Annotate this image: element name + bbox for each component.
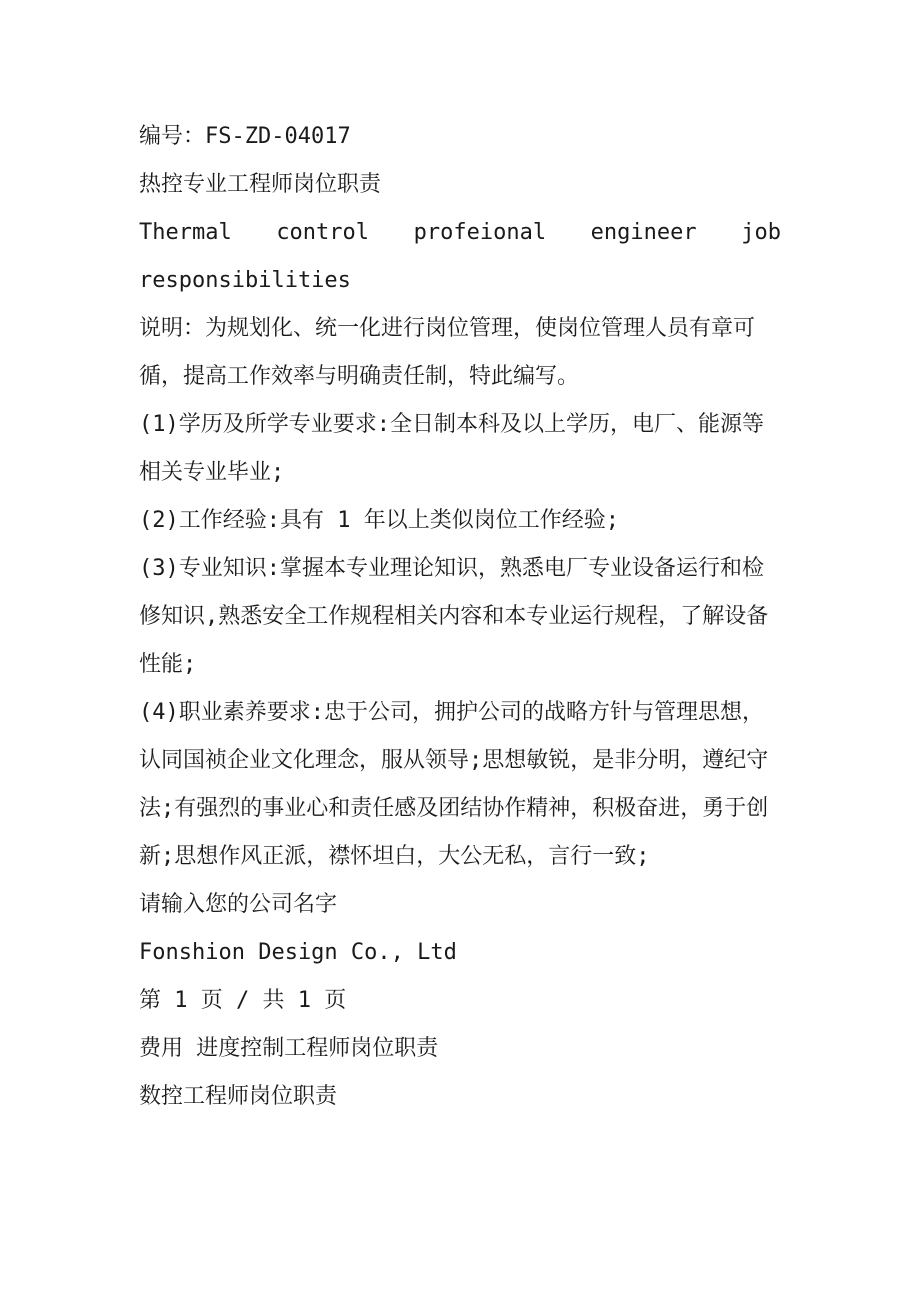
document-number: 编号：FS-ZD-04017 xyxy=(139,124,351,149)
title-en-word: profeional xyxy=(413,220,547,245)
document-description: 说明：为规划化、统一化进行岗位管理，使岗位管理人员有章可循，提高工作效率与明确责任制，特此编写。 xyxy=(139,316,756,389)
document-title-cn: 热控专业工程师岗位职责 xyxy=(139,172,382,197)
requirement-item: (3)专业知识:掌握本专业理论知识，熟悉电厂专业设备运行和检修知识,熟悉安全工作规程相关内容和本专业运行规程，了解设备性能; xyxy=(139,556,769,677)
page-info: 第 1 页 / 共 1 页 xyxy=(139,988,347,1013)
company-prompt: 请输入您的公司名字 xyxy=(139,892,338,917)
related-title: 数控工程师岗位职责 xyxy=(139,1084,338,1109)
document-body xyxy=(139,113,781,1121)
title-en-word: Thermal xyxy=(139,220,232,245)
requirement-item: (2)工作经验:具有 1 年以上类似岗位工作经验; xyxy=(139,508,619,533)
requirement-item: (4)职业素养要求:忠于公司，拥护公司的战略方针与管理思想，认同国祯企业文化理念，服从领导;思想敏锐，是非分明，遵纪守法;有强烈的事业心和责任感及团结协作精神，积极奋进，勇于创新;思想作风正派，襟怀坦白，大公无私，言行一致; xyxy=(139,700,769,869)
document-title-en-line2: responsibilities xyxy=(139,268,351,293)
related-title: 费用 进度控制工程师岗位职责 xyxy=(139,1036,439,1061)
title-en-word: control xyxy=(276,220,370,245)
title-en-word: engineer xyxy=(590,220,697,245)
title-en-word: job xyxy=(741,220,781,245)
requirement-item: (1)学历及所学专业要求:全日制本科及以上学历，电厂、能源等相关专业毕业; xyxy=(139,412,764,485)
document-title-en xyxy=(139,209,781,257)
company-name: Fonshion Design Co., Ltd xyxy=(139,940,457,965)
